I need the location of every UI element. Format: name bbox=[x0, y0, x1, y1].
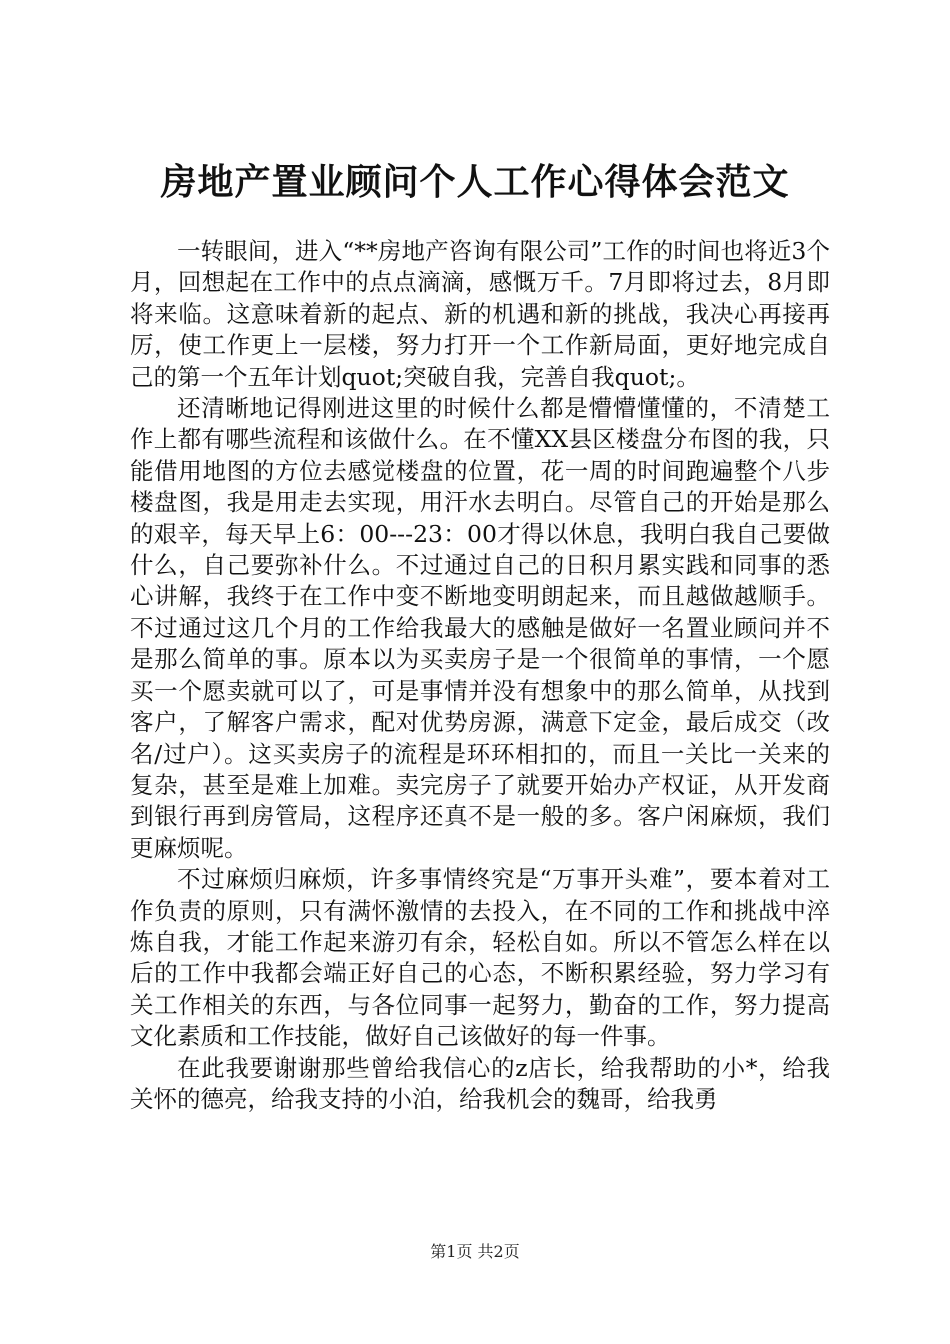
paragraph-3: 不过麻烦归麻烦，许多事情终究是“万事开头难”，要本着对工作负责的原则，只有满怀激情的去投入，在不同的工作和挑战中淬炼自我，才能工作起来游刃有余，轻松自如。所以不管怎么样在以后的工作中我都会端正好自己的心态，不断积累经验，努力学习有关工作相关的东西，与各位同事一起努力，勤奋的工作，努力提高文化素质和工作技能，做好自己该做好的每一件事。 bbox=[130, 865, 830, 1051]
document-body bbox=[130, 236, 830, 1115]
paragraph-2: 还清晰地记得刚进这里的时候什么都是懵懵懂懂的，不清楚工作上都有哪些流程和该做什么。在不懂XX县区楼盘分布图的我，只能借用地图的方位去感觉楼盘的位置，花一周的时间跑遍整个八步楼盘图，我是用走去实现，用汗水去明白。尽管自己的开始是那么的艰辛，每天早上6：00---23：00才得以休息，我明白我自己要做什么，自己要弥补什么。不过通过自己的日积月累实践和同事的悉心讲解，我终于在工作中变不断地变明朗起来，而且越做越顺手。不过通过这几个月的工作给我最大的感触是做好一名置业顾问并不是那么简单的事。原本以为买卖房子是一个很简单的事情，一个愿买一个愿卖就可以了，可是事情并没有想象中的那么简单，从找到客户，了解客户需求，配对优势房源，满意下定金，最后成交（改名/过户）。这买卖房子的流程是环环相扣的，而且一关比一关来的复杂，甚至是难上加难。卖完房子了就要开始办产权证，从开发商到银行再到房管局，这程序还真不是一般的多。客户闲麻烦，我们更麻烦呢。 bbox=[130, 394, 830, 862]
document-title: 房地产置业顾问个人工作心得体会范文 bbox=[160, 161, 790, 203]
paragraph-4: 在此我要谢谢那些曾给我信心的z店长，给我帮助的小*，给我关怀的德亮，给我支持的小泊，给我机会的魏哥，给我勇 bbox=[130, 1053, 830, 1113]
paragraph-1: 一转眼间，进入“**房地产咨询有限公司”工作的时间也将近3个月，回想起在工作中的点点滴滴，感慨万千。7月即将过去，8月即将来临。这意味着新的起点、新的机遇和新的挑战，我决心再接再厉，使工作更上一层楼，努力打开一个工作新局面，更好地完成自己的第一个五年计划quot;突破自我，完善自我quot;。 bbox=[130, 237, 830, 391]
page-footer: 第1页 共2页 bbox=[430, 1242, 520, 1261]
